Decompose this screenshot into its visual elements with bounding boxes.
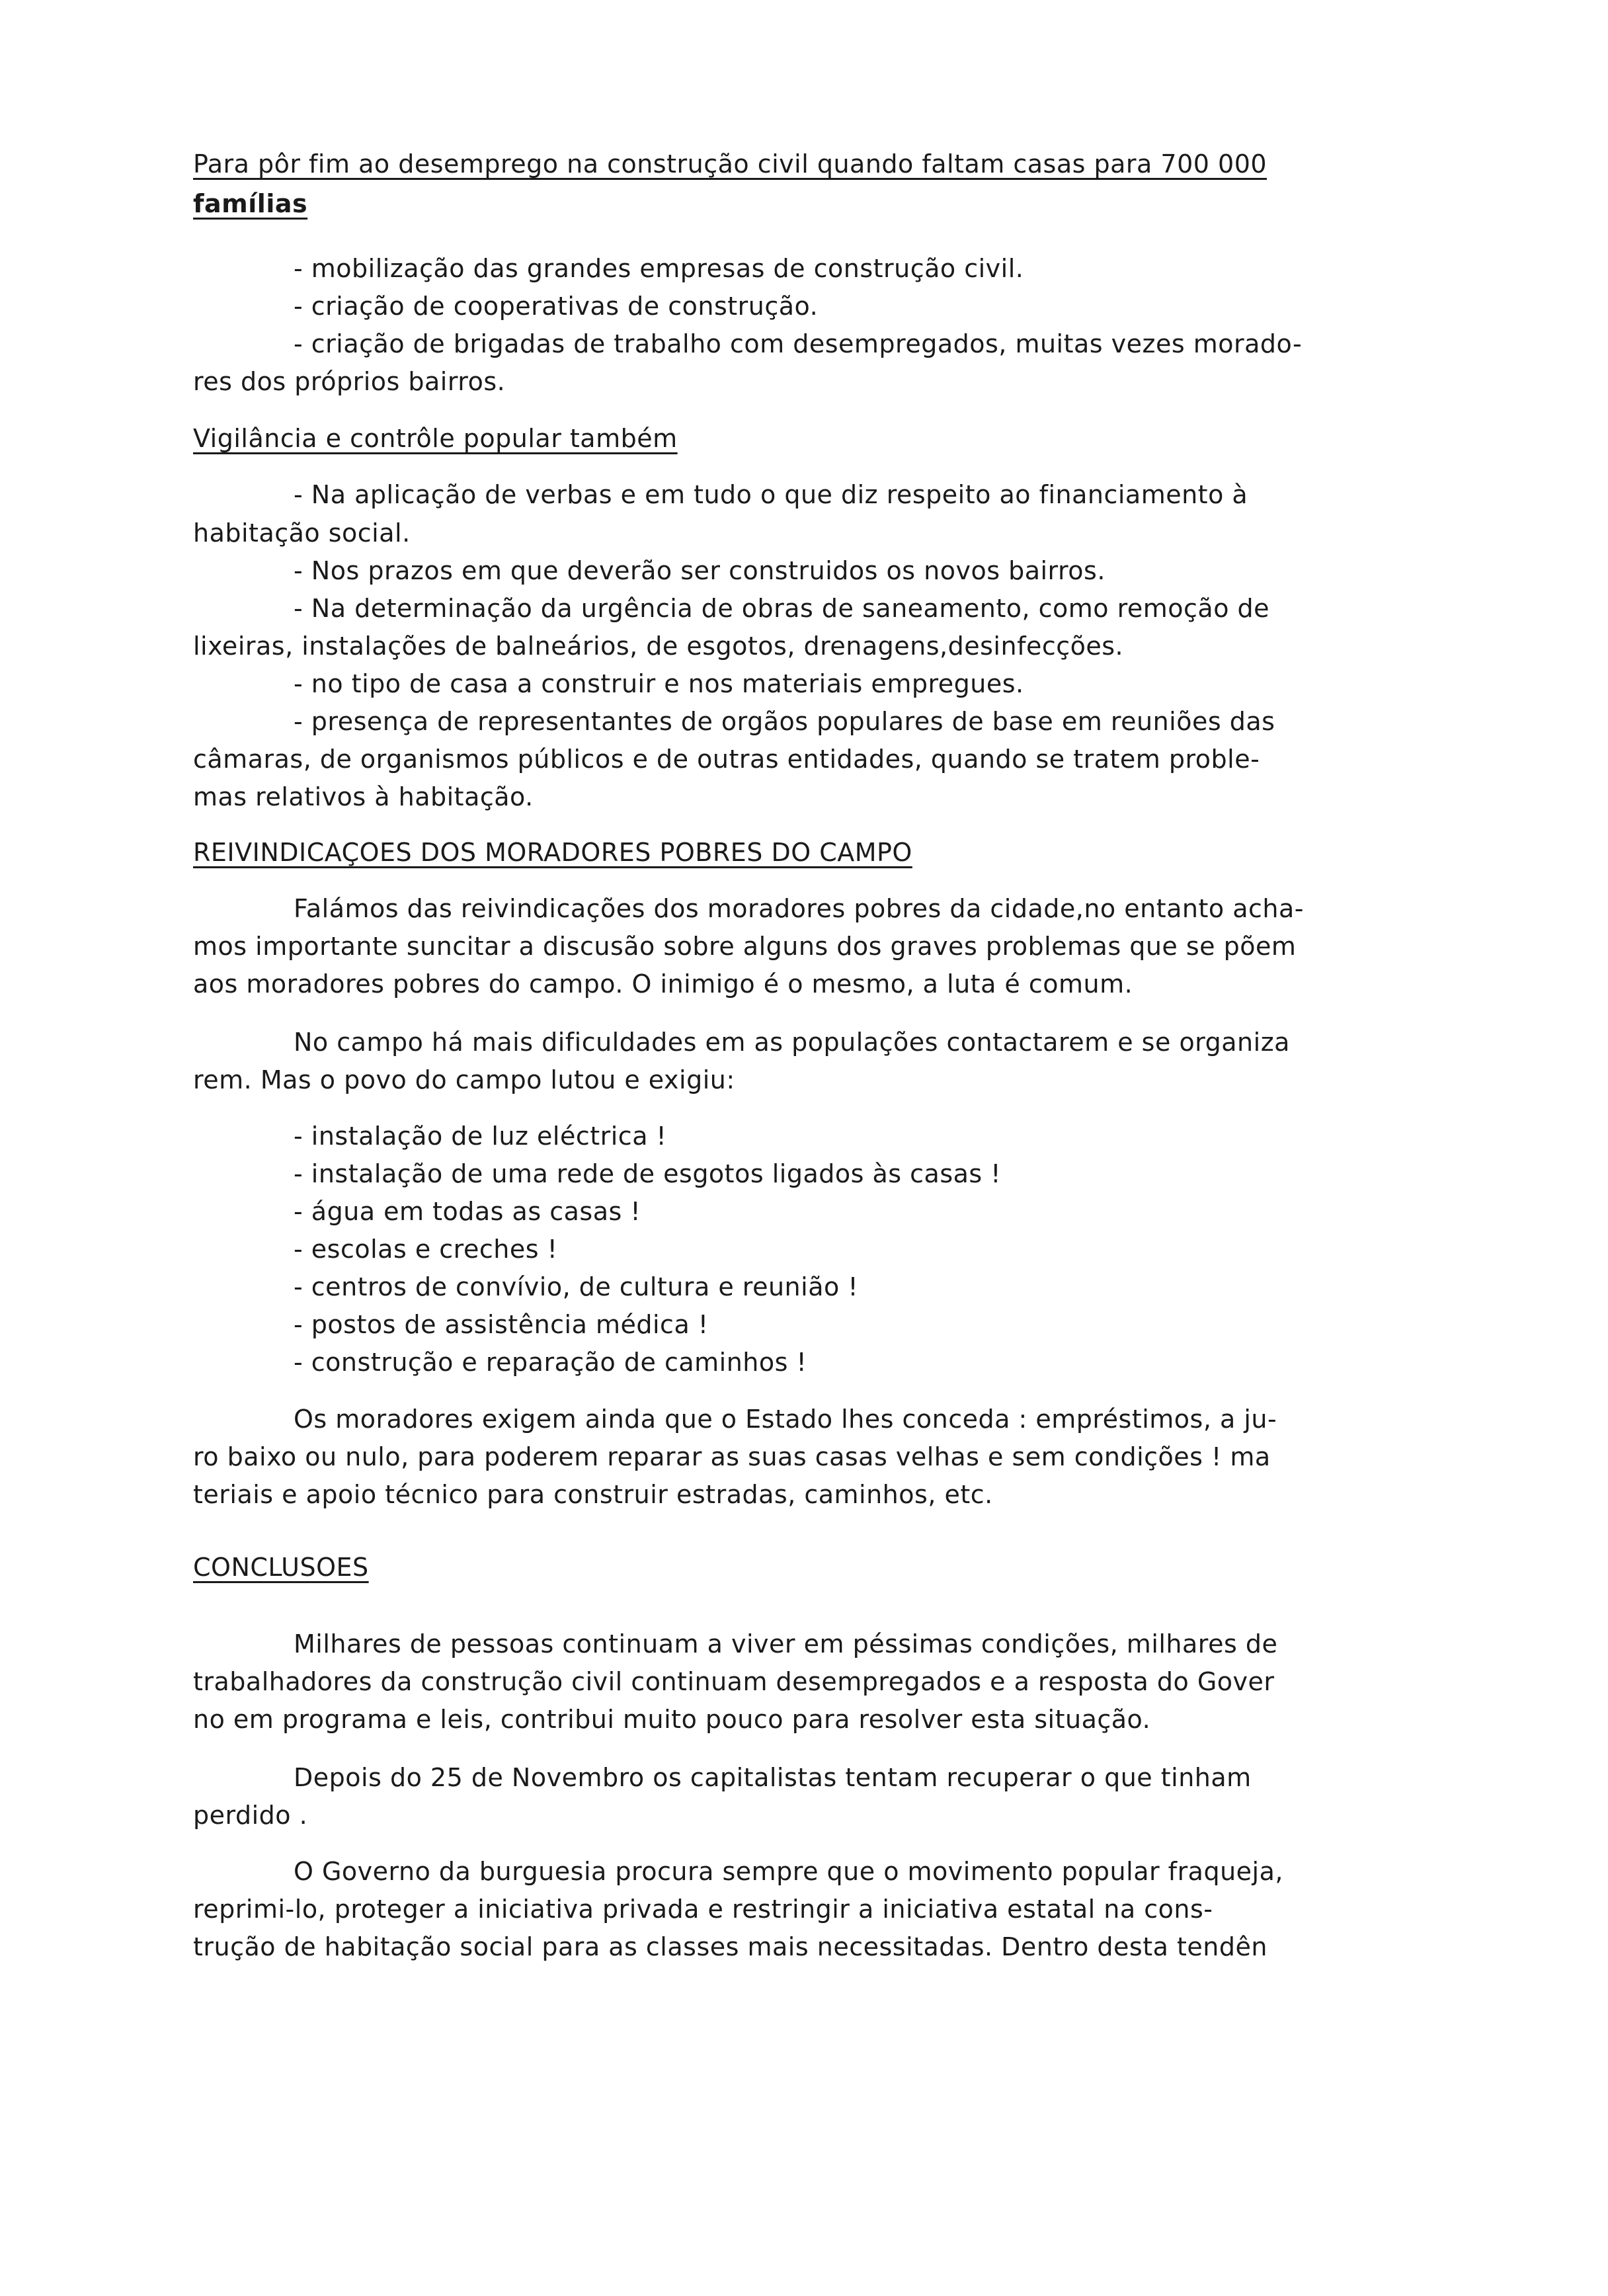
title-line-1: Para pôr fim ao desemprego na construção civil quando faltam casas para 700 000 xyxy=(193,149,1267,179)
paragraph-line: Os moradores exigem ainda que o Estado lhes conceda : empréstimos, a ju- xyxy=(294,1405,1277,1434)
list2-item-continuation: lixeiras, instalações de balneários, de esgotos, drenagens,desinfecções. xyxy=(193,632,1124,661)
list1-item: - criação de cooperativas de construção. xyxy=(294,292,819,321)
paragraph-line: aos moradores pobres do campo. O inimigo é o mesmo, a luta é comum. xyxy=(193,969,1133,999)
list2-item: - no tipo de casa a construir e nos materiais empregues. xyxy=(294,669,1024,698)
list3-item: - construção e reparação de caminhos ! xyxy=(294,1348,807,1377)
title-line-2: famílias xyxy=(193,189,308,218)
list3-item: - postos de assistência médica ! xyxy=(294,1310,709,1339)
list2-item: - Na determinação da urgência de obras de saneamento, como remoção de xyxy=(294,594,1270,623)
list3-item: - instalação de uma rede de esgotos ligados às casas ! xyxy=(294,1159,1002,1188)
paragraph-line: rem. Mas o povo do campo lutou e exigiu: xyxy=(193,1065,735,1094)
section-heading-conclusoes: CONCLUSOES xyxy=(193,1553,369,1582)
list1-item-continuation: res dos próprios bairros. xyxy=(193,367,506,396)
list3-item: - água em todas as casas ! xyxy=(294,1197,641,1226)
list2-item: - presença de representantes de orgãos populares de base em reuniões das xyxy=(294,707,1275,736)
paragraph-line: reprimi-lo, proteger a iniciativa privada e restringir a iniciativa estatal na cons- xyxy=(193,1895,1213,1924)
section-heading-reivindicacoes: REIVINDICAÇOES DOS MORADORES POBRES DO CAMPO xyxy=(193,838,912,867)
paragraph-line: perdido . xyxy=(193,1801,308,1830)
list2-item: - Na aplicação de verbas e em tudo o que diz respeito ao financiamento à xyxy=(294,480,1248,509)
list1-item: - mobilização das grandes empresas de construção civil. xyxy=(294,254,1024,283)
paragraph-line: trabalhadores da construção civil continuam desempregados e a resposta do Gover xyxy=(193,1667,1275,1696)
list3-item: - centros de convívio, de cultura e reunião ! xyxy=(294,1272,859,1301)
paragraph-line: O Governo da burguesia procura sempre que o movimento popular fraqueja, xyxy=(294,1857,1283,1886)
paragraph-line: Falámos das reivindicações dos moradores pobres da cidade,no entanto acha- xyxy=(294,894,1304,923)
list2-item-continuation: mas relativos à habitação. xyxy=(193,782,534,811)
paragraph-line: No campo há mais dificuldades em as populações contactarem e se organiza xyxy=(294,1028,1290,1057)
paragraph-line: trução de habitação social para as classes mais necessitadas. Dentro desta tendên xyxy=(193,1932,1267,1961)
paragraph-line: Depois do 25 de Novembro os capitalistas tentam recuperar o que tinham xyxy=(294,1763,1252,1792)
list2-item-continuation: habitação social. xyxy=(193,518,411,548)
list1-item: - criação de brigadas de trabalho com desempregados, muitas vezes morado- xyxy=(294,329,1303,358)
list3-item: - instalação de luz eléctrica ! xyxy=(294,1122,667,1151)
list3-item: - escolas e creches ! xyxy=(294,1235,558,1264)
paragraph-line: no em programa e leis, contribui muito pouco para resolver esta situação. xyxy=(193,1705,1151,1734)
list2-item-continuation: câmaras, de organismos públicos e de outras entidades, quando se tratem proble- xyxy=(193,745,1260,774)
paragraph-line: mos importante suncitar a discusão sobre alguns dos graves problemas que se põem xyxy=(193,932,1297,961)
paragraph-line: Milhares de pessoas continuam a viver em péssimas condições, milhares de xyxy=(294,1629,1278,1659)
paragraph-line: ro baixo ou nulo, para poderem reparar as suas casas velhas e sem condições ! ma xyxy=(193,1442,1271,1471)
paragraph-line: teriais e apoio técnico para construir estradas, caminhos, etc. xyxy=(193,1480,993,1509)
list2-item: - Nos prazos em que deverão ser construidos os novos bairros. xyxy=(294,556,1106,585)
section-heading-vigilancia: Vigilância e contrôle popular também xyxy=(193,424,678,453)
